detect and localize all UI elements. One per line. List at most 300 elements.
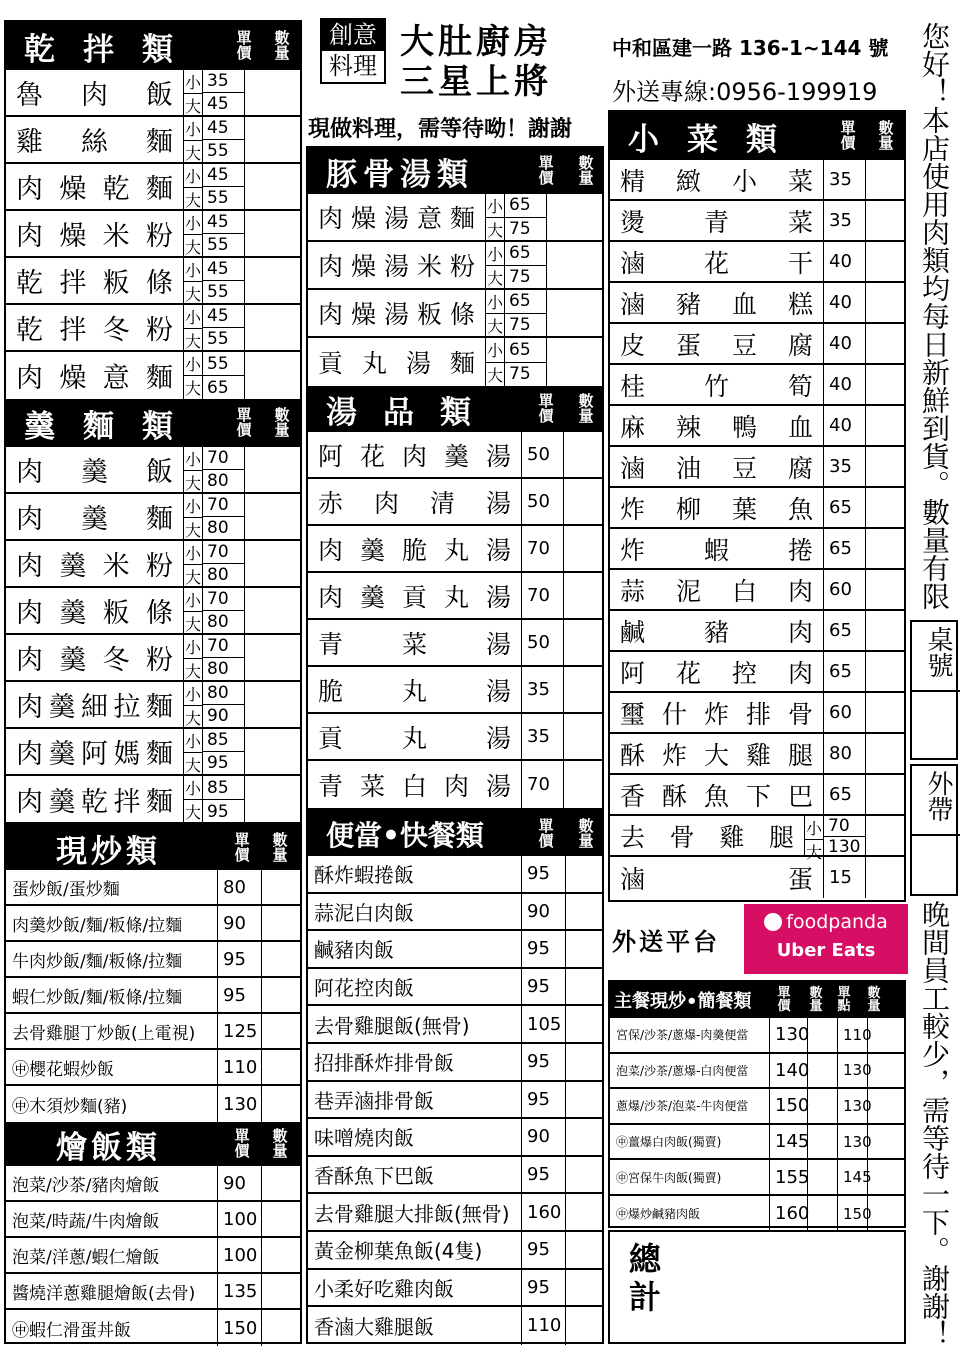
item-name	[6, 305, 184, 350]
item-name	[610, 816, 805, 855]
quantity-cell[interactable]	[866, 160, 904, 199]
item-name-char: 炸	[661, 740, 687, 770]
item-name-char: 湯	[383, 204, 409, 233]
quantity-cell[interactable]	[866, 365, 904, 404]
price-large: 80	[207, 565, 229, 585]
item-name	[6, 541, 184, 586]
item-price: 50	[522, 620, 564, 665]
quantity-cell[interactable]	[566, 1232, 602, 1268]
quantity-cell[interactable]	[262, 942, 300, 976]
item-name-char: 羹	[359, 582, 385, 612]
menu-item-row	[610, 160, 904, 201]
item-name	[610, 488, 824, 527]
item-price: 40	[824, 324, 866, 363]
item-name-char: 大	[703, 740, 729, 770]
item-price: 130	[218, 1086, 262, 1122]
quantity-cell[interactable]	[262, 978, 300, 1012]
item-name: 巷弄滷排骨飯	[308, 1082, 522, 1118]
quantity-cell[interactable]	[866, 324, 904, 363]
menu-item-row	[6, 729, 300, 776]
size-labels	[184, 729, 203, 774]
menu-item-row	[610, 324, 904, 365]
menu-item-row	[308, 620, 602, 667]
item-name-char: 粉	[449, 252, 475, 281]
item-name-char: 羹	[59, 551, 87, 582]
item-name: ㊥爆炒鹹豬肉飯	[610, 1196, 770, 1232]
quantity-cell[interactable]	[245, 682, 300, 727]
quantity-cell[interactable]	[262, 1050, 300, 1084]
foodpanda-logo	[744, 904, 908, 940]
menu-item-row	[610, 734, 904, 775]
item-name-char: 羹	[81, 457, 108, 488]
price-small: 65	[505, 194, 546, 218]
item-price: 130	[770, 1018, 808, 1052]
quantity-label: 數量	[274, 29, 290, 62]
item-name-char: 粉	[145, 551, 173, 582]
menu-item-row	[6, 1050, 300, 1086]
quantity-cell[interactable]	[566, 856, 602, 892]
item-name: ㊥蝦仁滑蛋丼飯	[6, 1310, 218, 1346]
quantity-cell[interactable]	[566, 1044, 602, 1080]
quantity-cell[interactable]	[866, 652, 904, 691]
quantity-cell[interactable]	[547, 290, 602, 336]
item-name-char: 條	[449, 300, 475, 329]
quantity-cell[interactable]	[245, 635, 300, 680]
item-name: 牛肉炒飯/麵/粄條/拉麵	[6, 942, 218, 976]
item-name-char: 炸	[620, 535, 646, 565]
single-price: 110	[838, 1018, 868, 1052]
quantity-cell[interactable]	[866, 488, 904, 527]
unit-price-label: 單價	[840, 119, 856, 152]
item-price: 65	[824, 529, 866, 568]
item-price: 160	[522, 1194, 566, 1230]
item-name: 酥炸蝦捲飯	[308, 856, 522, 892]
quantity-cell[interactable]	[262, 1310, 300, 1346]
item-price: 50	[522, 479, 564, 524]
item-prices	[505, 194, 547, 240]
size-small-label: 小	[184, 258, 202, 282]
menu-item-row	[308, 931, 602, 969]
item-price: 40	[824, 283, 866, 322]
menu-item-row	[308, 1157, 602, 1195]
item-name-char: 肉	[318, 535, 344, 565]
quantity-cell[interactable]	[245, 305, 300, 350]
item-name-char: 湯	[383, 252, 409, 281]
item-name	[308, 526, 522, 571]
size-small-label: 小	[184, 682, 202, 706]
item-name-char: 肉	[16, 363, 43, 394]
quantity-cell[interactable]	[245, 117, 300, 162]
item-name-char: 貢	[318, 349, 344, 378]
item-name-char: 丸	[443, 582, 469, 612]
section-title: 燴飯類	[56, 1129, 161, 1166]
menu-item-row	[6, 906, 300, 942]
item-price: 100	[218, 1238, 262, 1272]
item-name-char: 肉	[787, 576, 813, 606]
quantity-cell[interactable]	[866, 857, 904, 898]
item-price: 95	[522, 1157, 566, 1193]
quantity-cell[interactable]	[245, 352, 300, 399]
item-name-char: 麵	[449, 204, 475, 233]
item-name: 去骨雞腿大排飯(無骨)	[308, 1194, 522, 1230]
item-name-char: 肉	[318, 204, 344, 233]
price-small: 55	[203, 352, 244, 376]
item-name: 肉羹炒飯/麵/粄條/拉麵	[6, 906, 218, 940]
item-name	[610, 283, 824, 322]
quantity-cell[interactable]	[868, 1160, 904, 1194]
quantity-cell[interactable]	[566, 894, 602, 930]
item-name-char: 湯	[485, 441, 511, 471]
quantity-label: 數量	[578, 817, 594, 850]
item-price: 95	[522, 969, 566, 1005]
item-name-char: 丸	[361, 349, 387, 378]
item-prices	[203, 447, 245, 492]
quantity-cell[interactable]	[245, 258, 300, 303]
quantity-cell[interactable]	[564, 714, 602, 759]
price-small: 70	[203, 494, 244, 517]
section-header-xian-chao	[6, 826, 300, 870]
size-large-label: 大	[184, 238, 201, 257]
size-labels	[184, 447, 203, 492]
quantity-cell[interactable]	[866, 283, 904, 322]
item-name: 醬燒洋蔥雞腿燴飯(去骨)	[6, 1274, 218, 1308]
size-small-label: 小	[184, 729, 202, 753]
unit-price-label: 單價	[234, 831, 250, 864]
item-name: 香滷大雞腿飯	[308, 1307, 522, 1345]
item-price: 65	[824, 611, 866, 650]
size-large-label: 大	[805, 843, 822, 862]
item-name	[610, 406, 824, 445]
item-name-char: 飯	[146, 457, 173, 488]
price-small: 45	[203, 305, 244, 328]
quantity-cell[interactable]	[245, 70, 300, 115]
quantity-cell[interactable]	[262, 1014, 300, 1048]
size-labels	[184, 305, 203, 350]
size-labels	[486, 194, 505, 240]
item-name-char: 蛋	[675, 330, 701, 360]
quantity-cell[interactable]	[245, 588, 300, 633]
item-name-char: 麵	[146, 692, 173, 723]
quantity-cell	[808, 1125, 838, 1159]
quantity-cell[interactable]	[868, 1125, 904, 1159]
item-name-char: 璽	[620, 699, 646, 729]
quantity-cell[interactable]	[564, 620, 602, 665]
quantity-cell[interactable]	[566, 1307, 602, 1345]
size-large-label: 大	[184, 568, 201, 587]
item-name-char: 竹	[703, 371, 729, 401]
quantity-cell[interactable]	[868, 1196, 904, 1232]
menu-item-row	[308, 856, 602, 894]
item-name-char: 湯	[485, 676, 511, 706]
quantity-cell[interactable]	[262, 1202, 300, 1236]
item-name-char: 花	[703, 248, 729, 278]
item-prices	[203, 352, 245, 399]
quantity-cell[interactable]	[245, 729, 300, 774]
item-name-char: 肉	[16, 174, 43, 205]
single-price: 145	[838, 1160, 868, 1194]
quantity-cell[interactable]	[262, 1086, 300, 1122]
takeout-label: 外帶	[912, 766, 960, 836]
item-name-char: 冬	[102, 315, 130, 346]
item-name-char: 滷	[620, 453, 646, 483]
section-header-geng-mian	[6, 399, 300, 447]
quantity-cell[interactable]	[245, 447, 300, 492]
item-name	[610, 734, 824, 773]
item-price: 35	[824, 160, 866, 199]
quantity-cell[interactable]	[566, 931, 602, 967]
item-name	[610, 201, 824, 240]
menu-item-row	[610, 1160, 904, 1196]
menu-item-row	[308, 1194, 602, 1232]
menu-item-row	[6, 942, 300, 978]
quantity-cell[interactable]	[262, 1238, 300, 1272]
item-name-char: 拌	[113, 787, 141, 818]
item-prices	[203, 588, 245, 633]
item-name	[6, 494, 184, 539]
price-large: 65	[207, 377, 229, 398]
quantity-cell[interactable]	[564, 479, 602, 524]
quantity-cell[interactable]	[566, 969, 602, 1005]
quantity-cell[interactable]	[866, 529, 904, 568]
menu-item-row	[610, 447, 904, 488]
item-name-char: 腿	[787, 740, 813, 770]
item-name	[610, 447, 824, 486]
size-large-label: 大	[184, 97, 201, 116]
quantity-cell[interactable]	[564, 432, 602, 477]
single-price: 130	[838, 1125, 868, 1159]
quantity-cell[interactable]	[868, 1089, 904, 1123]
brand-name-line2: 三星上將	[400, 62, 552, 102]
section-header-gan-ban	[6, 22, 300, 70]
menu-item-row	[308, 1044, 602, 1082]
item-price: 60	[824, 693, 866, 732]
quantity-cell[interactable]	[564, 526, 602, 571]
item-price: 70	[522, 761, 564, 808]
quantity-label: 數量	[578, 154, 594, 187]
item-price: 135	[218, 1274, 262, 1308]
size-large-label: 大	[486, 221, 503, 240]
price-large: 75	[509, 266, 531, 287]
item-name-char: 羹	[59, 598, 87, 629]
price-large: 75	[509, 364, 531, 385]
quantity-cell[interactable]	[566, 1006, 602, 1042]
menu-item-row	[6, 1310, 300, 1346]
menu-item-row	[6, 1014, 300, 1050]
total-label: 總計	[624, 1242, 662, 1318]
menu-item-row	[308, 573, 602, 620]
quantity-cell[interactable]	[547, 242, 602, 288]
size-small-label: 小	[184, 541, 202, 565]
size-small-label: 小	[184, 494, 202, 518]
size-small-label: 小	[184, 776, 202, 800]
quantity-cell[interactable]	[262, 1274, 300, 1308]
item-name-char: 魚	[787, 494, 813, 524]
size-small-label: 小	[184, 305, 202, 329]
price-small: 70	[203, 588, 244, 611]
quantity-cell[interactable]	[866, 406, 904, 445]
item-name-char: 豆	[731, 453, 757, 483]
item-name-char: 血	[731, 289, 757, 319]
item-name-char: 羹	[359, 535, 385, 565]
delivery-platform-label: 外送平台	[612, 927, 720, 956]
item-name-char: 緻	[675, 166, 701, 196]
item-name	[308, 573, 522, 618]
item-name-char: 肉	[787, 658, 813, 688]
item-name-char: 排	[745, 699, 771, 729]
quantity-cell[interactable]	[245, 494, 300, 539]
quantity-cell[interactable]	[564, 573, 602, 618]
unit-price-label: 單價	[538, 392, 554, 425]
menu-item-row	[308, 1119, 602, 1157]
quantity-cell[interactable]	[866, 201, 904, 240]
quantity-cell[interactable]	[866, 570, 904, 609]
item-name-char: 白	[401, 771, 427, 801]
item-name-char: 脆	[318, 676, 344, 706]
item-name	[308, 620, 522, 665]
item-name	[6, 682, 184, 727]
takeout-box	[910, 764, 958, 896]
item-name-char: 麵	[145, 363, 173, 394]
size-small-label: 小	[486, 338, 504, 363]
size-large-label: 大	[184, 191, 201, 210]
item-price: 65	[824, 488, 866, 527]
menu-item-row	[6, 211, 300, 258]
unit-price-label: 單價	[236, 29, 252, 62]
item-name-char: 麵	[449, 349, 475, 378]
quantity-cell[interactable]	[866, 447, 904, 486]
item-name-char: 燥	[350, 300, 376, 329]
quantity-cell[interactable]	[866, 611, 904, 650]
size-small-label: 小	[184, 164, 202, 188]
menu-item-row	[610, 406, 904, 447]
size-labels	[184, 635, 203, 680]
item-prices	[203, 164, 245, 209]
item-price: 155	[770, 1160, 808, 1194]
item-name-char: 拉	[113, 692, 141, 723]
item-name-char: 下	[745, 781, 771, 811]
item-name-char: 肉	[373, 488, 399, 518]
quantity-cell[interactable]	[262, 906, 300, 940]
quantity-cell[interactable]	[547, 338, 602, 386]
quantity-cell[interactable]	[547, 194, 602, 240]
unit-price-label: 單價	[538, 154, 554, 187]
quantity-cell[interactable]	[566, 1119, 602, 1155]
menu-item-row	[610, 775, 904, 816]
item-name	[308, 290, 486, 336]
quantity-cell[interactable]	[868, 1018, 904, 1052]
item-name-char: 菜	[401, 629, 427, 659]
quantity-cell[interactable]	[564, 667, 602, 712]
item-name-char: 肉	[787, 617, 813, 647]
quantity-cell[interactable]	[566, 1194, 602, 1230]
item-name-char: 青	[318, 629, 344, 659]
item-name-char: 肉	[16, 221, 43, 252]
item-name-char: 條	[145, 268, 173, 299]
item-name-char: 燥	[59, 174, 87, 205]
item-name	[308, 242, 486, 288]
item-prices	[505, 242, 547, 288]
quantity-cell[interactable]	[866, 734, 904, 773]
price-large: 75	[509, 314, 531, 335]
item-name	[610, 160, 824, 199]
item-prices	[203, 635, 245, 680]
item-name-char: 肉	[16, 692, 43, 723]
item-name: ㊥薑爆白肉飯(獨賣)	[610, 1125, 770, 1159]
price-large: 130	[828, 837, 861, 857]
item-name-char: 花	[675, 658, 701, 688]
quantity-cell[interactable]	[868, 1054, 904, 1088]
quantity-cell[interactable]	[566, 1082, 602, 1118]
menu-item-row	[308, 667, 602, 714]
menu-item-row	[308, 432, 602, 479]
item-name: 香酥魚下巴飯	[308, 1157, 522, 1193]
quantity-cell[interactable]	[564, 761, 602, 808]
item-price: 50	[522, 432, 564, 477]
item-name-char: 意	[416, 204, 442, 233]
price-small: 65	[505, 338, 546, 363]
foodpanda-text: foodpanda	[786, 911, 888, 933]
item-name-char: 酥	[661, 781, 687, 811]
size-small-label: 小	[486, 290, 504, 314]
item-name-char: 肉	[443, 771, 469, 801]
quantity-cell[interactable]	[866, 242, 904, 281]
quantity-cell[interactable]	[245, 164, 300, 209]
item-name: 蛋炒飯/蛋炒麵	[6, 870, 218, 904]
item-name-char: 粄	[102, 598, 130, 629]
item-name-char: 肉	[16, 551, 43, 582]
item-name-char: 拌	[59, 268, 87, 299]
item-name-char: 阿	[620, 658, 646, 688]
item-name-char: 脆	[401, 535, 427, 565]
size-labels	[184, 352, 203, 399]
size-labels	[184, 211, 203, 256]
menu-item-row	[610, 1054, 904, 1090]
price-large: 55	[207, 141, 229, 161]
quantity-cell[interactable]	[566, 1270, 602, 1306]
quantity-cell[interactable]	[866, 693, 904, 732]
item-name-char: 精	[620, 166, 646, 196]
quantity-cell[interactable]	[566, 1157, 602, 1193]
menu-item-row	[6, 541, 300, 588]
item-name-char: 控	[731, 658, 757, 688]
quantity-cell[interactable]	[245, 211, 300, 256]
item-prices	[203, 682, 245, 727]
quantity-cell[interactable]	[866, 816, 904, 855]
menu-item-row	[610, 570, 904, 611]
item-name	[610, 570, 824, 609]
item-price: 35	[522, 667, 564, 712]
item-name-char: 滷	[620, 248, 646, 278]
brand-name-line1: 大肚廚房	[400, 22, 552, 62]
item-name-char: 雞	[16, 127, 43, 158]
item-name-char: 湯	[485, 771, 511, 801]
item-price: 70	[522, 573, 564, 618]
menu-item-row	[6, 1202, 300, 1238]
item-name	[610, 775, 824, 814]
quantity-cell[interactable]	[245, 776, 300, 823]
unit-price-label: 單價	[234, 1127, 250, 1160]
price-small: 85	[203, 729, 244, 752]
quantity-cell[interactable]	[262, 870, 300, 904]
item-name-char: 細	[81, 692, 108, 723]
quantity-cell[interactable]	[245, 541, 300, 586]
menu-item-row	[308, 338, 602, 386]
quantity-cell[interactable]	[262, 1166, 300, 1200]
section-title: 湯品類	[326, 394, 497, 431]
single-price: 130	[838, 1089, 868, 1123]
quantity-cell[interactable]	[866, 775, 904, 814]
item-name-char: 骨	[669, 822, 695, 852]
